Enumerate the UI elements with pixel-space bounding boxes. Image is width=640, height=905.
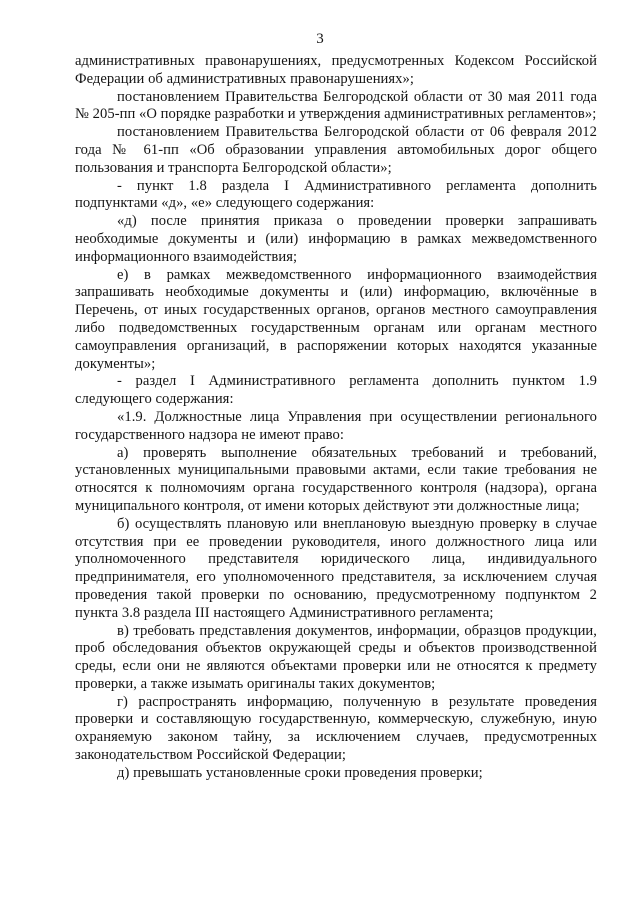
- paragraph-item-1-8: - пункт 1.8 раздела I Административного регламента дополнить подпунктами «д», «е» следующего содержания:: [75, 177, 597, 212]
- paragraph-continuation: административных правонарушениях, предусмотренных Кодексом Российской Федерации об административных правонарушениях»;: [75, 53, 597, 87]
- paragraph-subitem-d-deadlines: д) превышать установленные сроки проведения проверки;: [117, 764, 483, 781]
- paragraph-subitem-d: «д) после принятия приказа о проведении проверки запрашивать необходимые документы и (или) информацию в рамках межведомственного информационного взаимодействия;: [75, 213, 597, 265]
- document-body: [75, 53, 597, 783]
- paragraph-item-1-9: «1.9. Должностные лица Управления при осуществлении регионального государственного надзора не имеют право:: [75, 408, 597, 443]
- paragraph-subitem-v: в) требовать представления документов, информации, образцов продукции, проб обследования объектов окружающей среды и объектов производственной среды, если они не являются объектами проверки или не относятся к предмету проверки, а также изымать оригиналы таких документов;: [75, 622, 597, 692]
- paragraph-subitem-a: а) проверять выполнение обязательных требований и требований, установленных муниципальными правовыми актами, если такие требования не относятся к полномочиям органа государственного контроля (надзора), органа муниципального контроля, от имени которых действуют эти должностные лица;: [75, 444, 597, 514]
- paragraph-section-1-9: - раздел I Административного регламента дополнить пунктом 1.9 следующего содержания:: [75, 373, 597, 408]
- paragraph-resolution-61pp: постановлением Правительства Белгородской области от 06 февраля 2012 года № 61-пп «Об образовании управления автомобильных дорог общего пользования и транспорта Белгородской области»;: [75, 124, 597, 176]
- paragraph-resolution-205pp: постановлением Правительства Белгородской области от 30 мая 2011 года № 205-пп «О порядке разработки и утверждения административных регламентов»;: [75, 88, 597, 123]
- paragraph-subitem-g: г) распространять информацию, полученную в результате проведения проверки и составляющую государственную, коммерческую, служебную, иную охраняемую законом тайну, за исключением случаев, предусмотренных законодательством Российской Федерации;: [75, 693, 597, 764]
- page-number: 3: [316, 31, 324, 47]
- paragraph-subitem-e: е) в рамках межведомственного информационного взаимодействия запрашивать необходимые документы и (или) информацию, включённые в Перечень, от иных государственных органов, органов местного самоуправления либо подведомственных государственным органам или органам местного самоуправления организаций, в распоряжении которых находятся указанные документы»;: [75, 266, 597, 372]
- paragraph-subitem-b: б) осуществлять плановую или внеплановую выездную проверку в случае отсутствия при ее проведении руководителя, иного должностного лица или уполномоченного представителя юридического лица, индивидуального предпринимателя, его уполномоченного представителя, за исключением случая проведения такой проверки по основанию, предусмотренному подпунктом 2 пункта 3.8 раздела III настоящего Административного регламента;: [75, 515, 597, 621]
